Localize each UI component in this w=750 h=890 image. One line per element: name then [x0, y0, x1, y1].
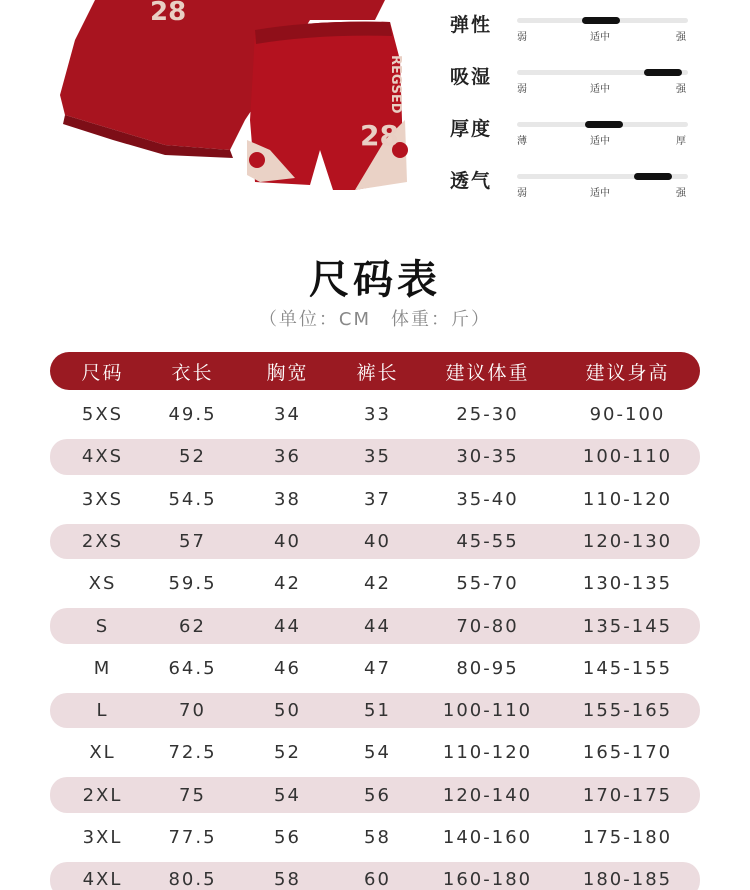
attribute-level-marker — [644, 69, 682, 76]
cell-size: XL — [89, 742, 116, 764]
cell-chest: 34 — [274, 404, 301, 426]
cell-weight: 160-180 — [442, 869, 533, 890]
cell-pants-length: 58 — [364, 827, 391, 849]
table-row — [50, 735, 700, 771]
cell-size: 3XL — [82, 827, 123, 849]
cell-chest: 54 — [274, 784, 301, 806]
attribute-high-label: 强 — [676, 188, 686, 199]
table-row — [50, 566, 700, 602]
cell-length: 52 — [179, 446, 206, 468]
cell-pants-length: 40 — [364, 530, 391, 552]
attribute-mid-label: 适中 — [590, 188, 610, 199]
cell-weight: 120-140 — [442, 784, 533, 806]
cell-pants-length: 54 — [364, 742, 391, 764]
table-header — [50, 352, 700, 390]
cell-length: 62 — [179, 615, 206, 637]
cell-chest: 50 — [274, 700, 301, 722]
table-body — [50, 397, 700, 890]
attribute-level-marker — [585, 121, 623, 128]
cell-pants-length: 44 — [364, 615, 391, 637]
cell-length: 80.5 — [168, 869, 217, 890]
cell-pants-length: 35 — [364, 446, 391, 468]
cell-length: 75 — [179, 784, 206, 806]
cell-height: 170-175 — [582, 784, 673, 806]
attribute-mid-label: 适中 — [590, 32, 610, 43]
cell-length: 54.5 — [168, 488, 217, 510]
column-header-weight: 建议体重 — [445, 361, 530, 384]
table-row — [50, 397, 700, 433]
cell-pants-length: 42 — [364, 573, 391, 595]
cell-size: 3XS — [81, 488, 124, 510]
cell-chest: 58 — [274, 869, 301, 890]
cell-height: 180-185 — [582, 869, 673, 890]
cell-chest: 52 — [274, 742, 301, 764]
attribute-track — [517, 70, 688, 75]
cell-weight: 45-55 — [456, 530, 519, 552]
cell-weight: 70-80 — [456, 615, 519, 637]
attribute-level-marker — [634, 173, 672, 180]
attribute-high-label: 强 — [676, 32, 686, 43]
cell-height: 165-170 — [582, 742, 673, 764]
cell-length: 64.5 — [168, 657, 217, 679]
cell-pants-length: 60 — [364, 869, 391, 890]
cell-size: 4XS — [81, 446, 124, 468]
cell-height: 90-100 — [589, 404, 666, 426]
cell-height: 155-165 — [582, 700, 673, 722]
table-row — [50, 693, 700, 729]
attribute-label: 透气 — [450, 170, 493, 192]
attribute-track — [517, 122, 688, 127]
cell-weight: 25-30 — [456, 404, 519, 426]
attribute-low-label: 弱 — [517, 32, 527, 43]
cell-weight: 80-95 — [456, 657, 519, 679]
cell-height: 130-135 — [582, 573, 673, 595]
attribute-moisture — [450, 62, 700, 106]
attribute-level-marker — [582, 17, 620, 24]
attribute-label: 弹性 — [450, 14, 493, 36]
table-row — [50, 481, 700, 517]
attribute-low-label: 弱 — [517, 84, 527, 95]
table-row — [50, 777, 700, 813]
attribute-low-label: 薄 — [517, 136, 527, 147]
attribute-label: 吸湿 — [450, 66, 493, 88]
cell-height: 135-145 — [582, 615, 673, 637]
cell-pants-length: 33 — [364, 404, 391, 426]
cell-pants-length: 56 — [364, 784, 391, 806]
cell-size: 4XL — [82, 869, 123, 890]
shorts-drawing — [55, 0, 415, 200]
cell-chest: 36 — [274, 446, 301, 468]
cell-height: 110-120 — [582, 488, 673, 510]
column-header-size: 尺码 — [81, 361, 124, 384]
column-header-chest: 胸宽 — [266, 361, 309, 384]
cell-size: 2XL — [82, 784, 123, 806]
product-illustration — [55, 0, 415, 200]
cell-length: 57 — [179, 530, 206, 552]
attribute-elasticity — [450, 10, 700, 54]
column-header-pants-length: 裤长 — [356, 361, 399, 384]
cell-weight: 30-35 — [456, 446, 519, 468]
cell-chest: 38 — [274, 488, 301, 510]
attribute-low-label: 弱 — [517, 188, 527, 199]
attribute-high-label: 强 — [676, 84, 686, 95]
cell-length: 77.5 — [168, 827, 217, 849]
cell-weight: 100-110 — [442, 700, 533, 722]
cell-height: 120-130 — [582, 530, 673, 552]
cell-weight: 140-160 — [442, 827, 533, 849]
size-chart-title: 尺码表 — [309, 257, 441, 303]
cell-chest: 44 — [274, 615, 301, 637]
cell-chest: 40 — [274, 530, 301, 552]
cell-chest: 56 — [274, 827, 301, 849]
table-row — [50, 820, 700, 856]
cell-height: 175-180 — [582, 827, 673, 849]
cell-height: 100-110 — [582, 446, 673, 468]
attribute-track — [517, 18, 688, 23]
cell-weight: 55-70 — [456, 573, 519, 595]
front-jersey-number: 28 — [360, 119, 399, 152]
attribute-thickness — [450, 114, 700, 158]
cell-size: 5XS — [81, 404, 124, 426]
cell-length: 72.5 — [168, 742, 217, 764]
cell-pants-length: 37 — [364, 488, 391, 510]
column-header-height: 建议身高 — [585, 361, 670, 384]
cell-length: 59.5 — [168, 573, 217, 595]
back-jersey-number: 28 — [150, 0, 187, 27]
cell-pants-length: 47 — [364, 657, 391, 679]
attribute-track — [517, 174, 688, 179]
cell-size: XS — [88, 573, 117, 595]
cell-pants-length: 51 — [364, 700, 391, 722]
cell-length: 70 — [179, 700, 206, 722]
cell-size: M — [93, 657, 112, 679]
cell-chest: 46 — [274, 657, 301, 679]
table-row — [50, 439, 700, 475]
attribute-mid-label: 适中 — [590, 136, 610, 147]
attribute-high-label: 厚 — [676, 136, 686, 147]
attribute-label: 厚度 — [450, 118, 493, 140]
table-row — [50, 651, 700, 687]
column-header-length: 衣长 — [171, 361, 214, 384]
table-row — [50, 524, 700, 560]
attribute-mid-label: 适中 — [590, 84, 610, 95]
size-table — [50, 352, 700, 890]
cell-chest: 42 — [274, 573, 301, 595]
side-lettering: REGSED — [388, 55, 403, 114]
table-row — [50, 862, 700, 890]
cell-size: 2XS — [81, 530, 124, 552]
table-row — [50, 608, 700, 644]
cell-length: 49.5 — [168, 404, 217, 426]
cell-size: L — [96, 700, 109, 722]
size-chart-subtitle: （单位：CM 体重：斤） — [258, 309, 492, 330]
cell-weight: 35-40 — [456, 488, 519, 510]
attribute-breathability — [450, 166, 700, 210]
cell-weight: 110-120 — [442, 742, 533, 764]
cell-height: 145-155 — [582, 657, 673, 679]
cell-size: S — [95, 615, 110, 637]
